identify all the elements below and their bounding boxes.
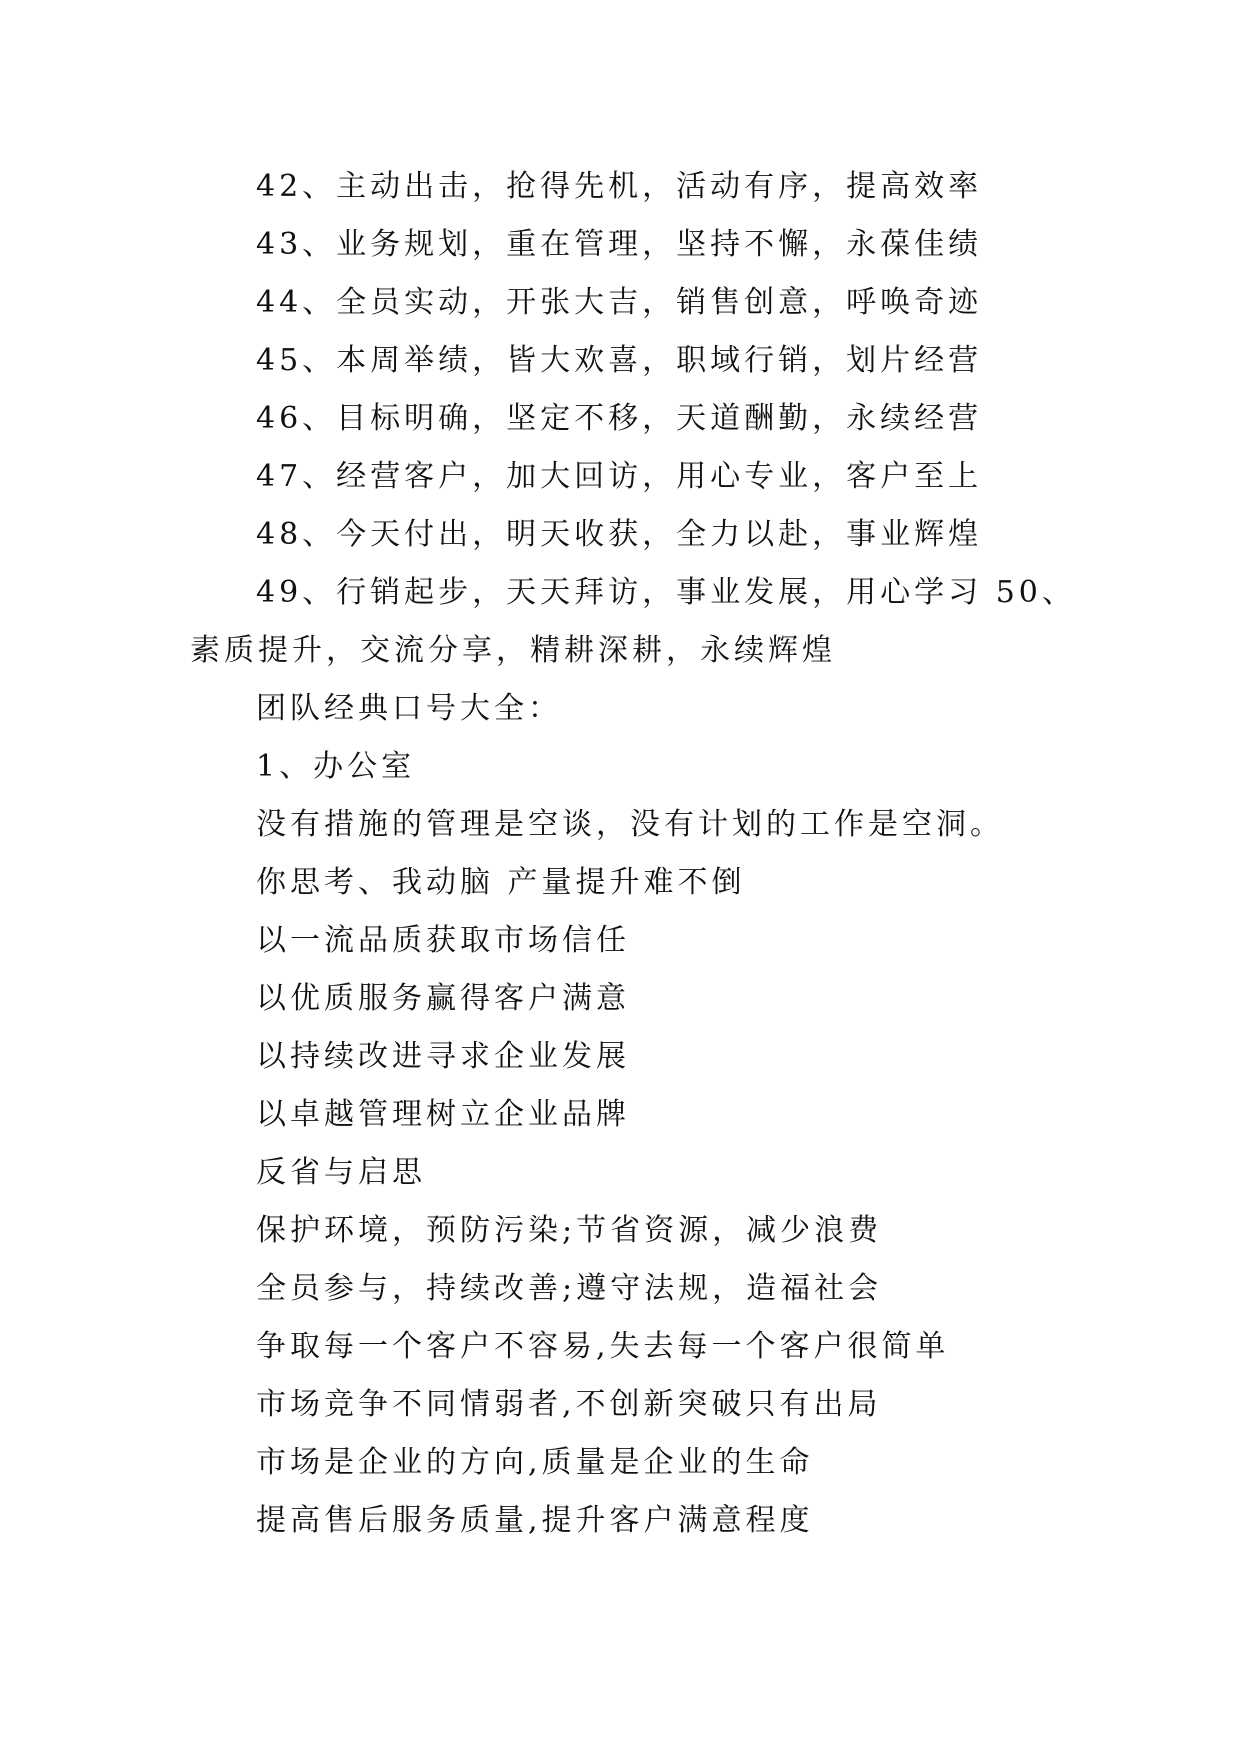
slogan-45: 45、本周举绩，皆大欢喜，职域行销，划片经营: [256, 343, 983, 378]
section-1-line: 争取每一个客户不容易,失去每一个客户很简单: [256, 1329, 950, 1364]
section-1-line: 反省与启思: [256, 1155, 426, 1190]
slogan-44: 44、全员实动，开张大吉，销售创意，呼唤奇迹: [256, 285, 983, 320]
section-1-line: 以优质服务赢得客户满意: [256, 981, 630, 1016]
section-1-line: 市场是企业的方向,质量是企业的生命: [256, 1445, 814, 1480]
slogan-42: 42、主动出击，抢得先机，活动有序，提高效率: [256, 169, 983, 204]
slogan-48: 48、今天付出，明天收获，全力以赴，事业辉煌: [256, 517, 983, 552]
section-1-line: 市场竞争不同情弱者,不创新突破只有出局: [256, 1387, 882, 1422]
section-1-line: 你思考、我动脑 产量提升难不倒: [256, 865, 746, 900]
slogan-49-50: 49、行销起步，天天拜访，事业发展，用心学习 50、素质提升，交流分享，精耕深耕，永续辉煌: [190, 575, 1076, 668]
section-1-line: 保护环境，预防污染;节省资源，减少浪费: [256, 1213, 883, 1248]
section-1-line: 以一流品质获取市场信任: [256, 923, 630, 958]
section-title: 团队经典口号大全：: [256, 691, 562, 726]
slogan-47: 47、经营客户，加大回访，用心专业，客户至上: [256, 459, 983, 494]
section-1-line: 全员参与，持续改善;遵守法规，造福社会: [256, 1271, 883, 1306]
section-1-title: 1、办公室: [256, 749, 416, 784]
section-1-line: 提高售后服务质量,提升客户满意程度: [256, 1503, 814, 1538]
section-1-line: 以卓越管理树立企业品牌: [256, 1097, 630, 1132]
slogan-43: 43、业务规划，重在管理，坚持不懈，永葆佳绩: [256, 227, 983, 262]
section-1-line: 没有措施的管理是空谈，没有计划的工作是空洞。: [256, 807, 1004, 842]
document-body: [190, 158, 1090, 1550]
slogan-46: 46、目标明确，坚定不移，天道酬勤，永续经营: [256, 401, 983, 436]
section-1-line: 以持续改进寻求企业发展: [256, 1039, 630, 1074]
